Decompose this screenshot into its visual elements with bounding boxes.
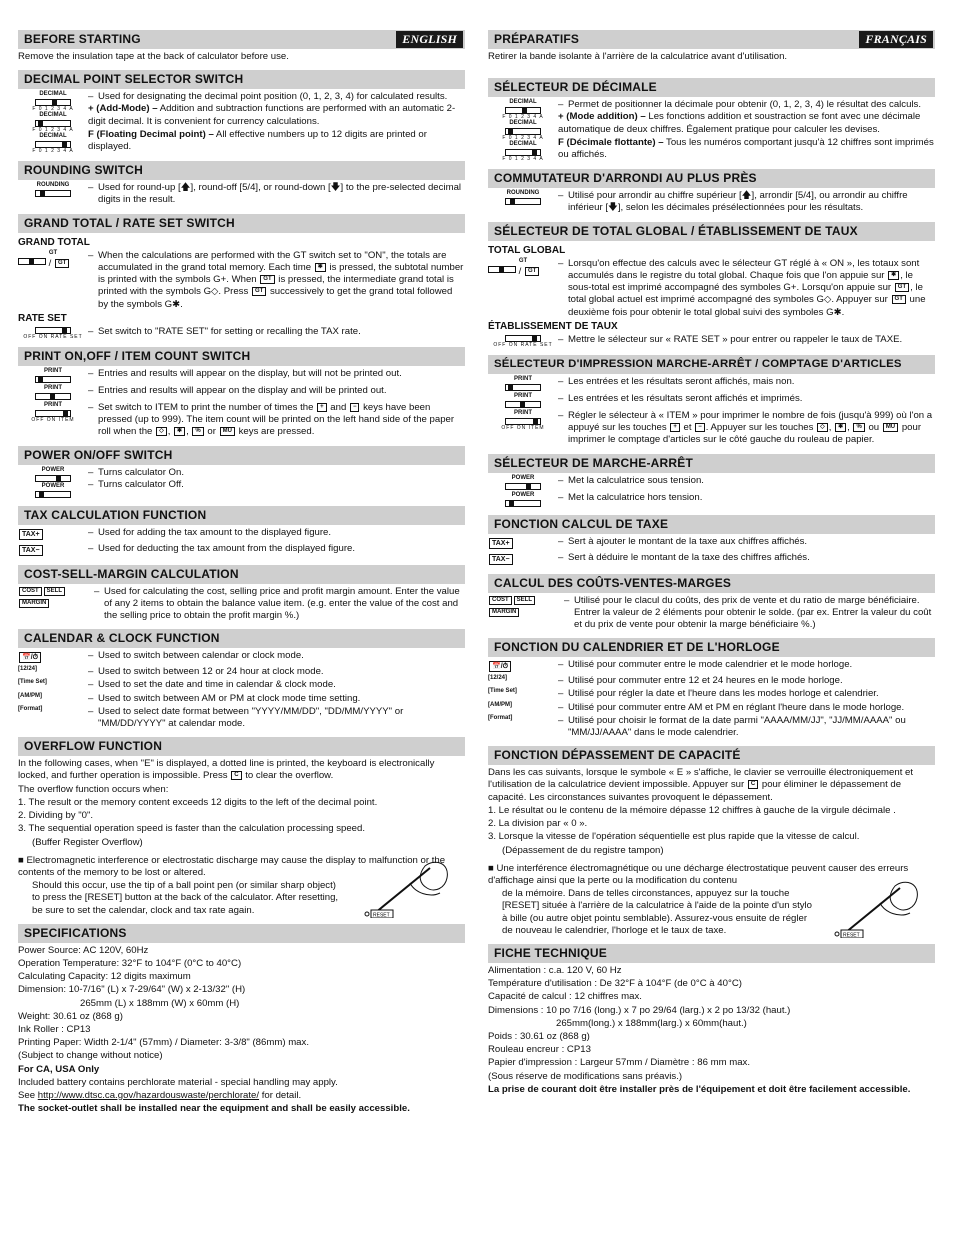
format-key-icon: [Format] [488, 714, 513, 721]
calendar-clock-key-icon: 📅/⏱ [489, 661, 511, 672]
12-24-key-icon: [12/24] [18, 666, 38, 673]
marche-arret-body: POWER – Met la calculatrice sous tension. POWER – Met la calculatrice hors tension. [488, 473, 935, 515]
tax-minus-key-icon: TAX− [489, 554, 513, 565]
clear-key-icon: C [231, 771, 241, 780]
french-column [488, 30, 935, 1103]
round-up-icon: 🡅 [180, 182, 191, 194]
language-tag-english: ENGLISH [396, 31, 463, 48]
multiply-key-icon: ✱ [174, 427, 185, 436]
minus-key-icon: − [350, 403, 360, 412]
cost-key-icon: COST [19, 587, 42, 596]
print-body: PRINT – Entries and results will appear on the display, but will not be printed out. PRINT – Entries and results will appear on the display and will be printed out. PRINT OFF ON ITEM – Set switch to ITEM to print the number of times the + and − keys have been pressed (up to 999). The item count will be printed on the left hand side of the paper roll when the ◇ , ✱ , % or MU keys are pressed. [18, 366, 465, 446]
tax-plus-key-icon: TAX+ [19, 529, 43, 540]
section-header-selecteur-decimale: SÉLECTEUR DE DÉCIMALE [488, 78, 935, 97]
print-switch-icon-item: PRINT OFF ON ITEM [501, 410, 545, 432]
hand-pen-reset-icon [825, 878, 925, 938]
total-global-body: TOTAL GLOBAL GT / GT – Lorsqu'on effectue des calculs avec le sélecteur GT réglé à « ON », les totaux sont accumulés dans le registre du total global. Chaque fois que l'on appuie sur ✱ , le sous-total est imprimé accompagné des symboles G+. Lorsqu'on appuie sur GT , le total global actuel est imprimé accompagné des symboles G◇. Appuyer sur GT une deuxième fois pour obtenir le total global suivi des symboles G✱. ÉTABLISSEMENT DE TAUX OFF ON RATE SET – Mettre le sélecteur sur « RATE SET » pour entrer ou rappeler le taux de TAXE. [488, 241, 935, 355]
section-header-overflow: OVERFLOW FUNCTION [18, 737, 465, 756]
power-switch-icon-off: POWER [488, 492, 558, 508]
round-down-icon: 🡇 [608, 202, 618, 214]
gt-key-icon: GT [892, 295, 906, 304]
multiply-key-icon: ✱ [835, 423, 846, 432]
print-switch-icon-off: PRINT [18, 368, 88, 384]
gt-switch-icon: GT / GT [18, 250, 88, 311]
section-header-fiche-technique: FICHE TECHNIQUE [488, 944, 935, 963]
print-switch-icon-on: PRINT [488, 393, 558, 409]
depassement-body: Dans les cas suivants, lorsque le symbole « E » s'affiche, le clavier se verrouille électroniquement et l'utilisation de la calculatrice devient impossible. Appuyer sur C pour éliminer le dépassement de capacité. Les circonstances suivantes provoquent le dépassement. 1. Le résultat ou le contenu de la mémoire dépasse 12 chiffres à gauche de la virgule décimale . 2. La division par « 0 ». 3. Lorsque la vitesse de l'opération séquentielle est plus rapide que la vitesse de calcul. (Dépassement de du registre tampon) ■ Une interférence électromagnétique ou une décharge électrostatique peuvent causer des erreurs d'affichage ainsi que la perte ou la modification du contenu de la mémoire. Dans de telles circonstances, appuyez sur la touche [RESET] située à l'arrière de la calculatrice à l'aide de la pointe d'un stylo à bille (ou autre objet pointu semblable). Assurez-vous ensuite de régler de nouveau le calendrier, l'horloge et le taux de taxe. RESET [488, 765, 935, 944]
preparatifs-body: Retirer la bande isolante à l'arrière de la calculatrice avant d'utilisation. [488, 51, 788, 62]
bullet-square-icon: ■ [488, 862, 494, 874]
cost-sell-margin-body: COST SELLMARGIN – Used for calculating the cost, selling price and profit margin amount. Enter the value of any 2 items to obtain the balance value item. (e.g. enter the value of the cost and the selling price to obtain the profit margin %.) [18, 584, 465, 630]
margin-key-icon: MARGIN [489, 608, 519, 617]
rate-set-switch-icon: OFF ON RATE SET [488, 334, 558, 348]
plus-key-icon: + [317, 403, 327, 412]
tax-plus-key-icon: TAX+ [489, 538, 513, 549]
section-header-calcul-taxe: FONCTION CALCUL DE TAXE [488, 515, 935, 534]
round-up-icon: 🡅 [741, 190, 752, 202]
print-switch-icon-on: PRINT [18, 385, 88, 401]
time-set-key-icon: [Time Set] [488, 688, 517, 695]
decimal-switch-icon: DECIMAL F 0 1 2 3 4 A DECIMAL F 0 1 2 3 4 A DECIMAL F 0 1 2 3 4 A [32, 91, 74, 155]
power-body: POWER POWER – Turns calculator On. – Turns calculator Off. [18, 465, 465, 506]
section-header-specifications: SPECIFICATIONS [18, 924, 465, 943]
round-down-icon: 🡇 [330, 182, 341, 194]
before-starting-body: Remove the insulation tape at the back of calculator before use. [18, 51, 289, 62]
section-header-cost-sell-margin: COST-SELL-MARGIN CALCULATION [18, 565, 465, 584]
decimal-add-mode-label: + (Add-Mode) – [88, 103, 158, 115]
tax-minus-key-icon: TAX− [19, 545, 43, 556]
section-header-couts-ventes-marges: CALCUL DES COÛTS-VENTES-MARGES [488, 574, 935, 593]
calendar-clock-key-icon: 📅/⏱ [19, 652, 41, 663]
english-column [18, 30, 465, 1122]
section-header-total-global: SÉLECTEUR DE TOTAL GLOBAL / ÉTABLISSEMENT DE TAUX [488, 222, 935, 241]
rate-set-switch-icon: OFF ON RATE SET [18, 326, 88, 340]
specifications-body: Power Source: AC 120V, 60Hz Operation Temperature: 32°F to 104°F (0°C to 40°C) Calculating Capacity: 12 digits maximum Dimension: 10-7/16" (L) x 7-29/64" (W) x 2-13/32" (H) 265mm (L) x 188mm (W) x 60mm (H) Weight: 30.61 oz (868 g) Ink Roller : CP13 Printing Paper: Width 2-1/4" (57mm) / Diameter: 3-3/8" (86mm) max. (Subject to change without notice) For CA, USA Only Included battery contains perchlorate material - special handling may apply. See http://www.dtsc.ca.gov/hazardouswaste/perchlorate/ for detail. The socket-outlet shall be installed near the equipment and shall be easily accessible. [18, 944, 410, 1115]
gt-key-icon: GT [252, 287, 266, 296]
tax-body: TAX+ – Used for adding the tax amount to the displayed figure. TAX− – Used for deducting the tax amount from the displayed figure. [18, 525, 465, 565]
impression-body: PRINT – Les entrées et les résultats seront affichés, mais non. PRINT – Les entrées et les résultats seront affichés et imprimés. PRINT OFF ON ITEM – Régler le sélecteur à « ITEM » pour imprimer le nombre de fois (jusqu'à 999) où l'on a appuyé sur les touches + et − . Appuyer sur les touches ◇ , ✱ , % ou MU pour imprimer le comptage d'articles sur le côté gauche du rouleau de papier. [488, 374, 935, 454]
decimal-line-1: Used for designating the decimal point position (0, 1, 2, 3, 4) for calculated results. [98, 91, 448, 103]
cost-key-icon: COST [489, 596, 512, 605]
minus-key-icon: − [695, 423, 705, 432]
multiply-key-icon: ✱ [888, 271, 899, 280]
language-tag-french: FRANÇAIS [859, 31, 933, 48]
grand-total-body: GRAND TOTAL GT / GT – When the calculations are performed with the GT switch set to "ON", the totals are accumulated in the grand total memory. Each time ✱ is pressed, the subtotal number is printed with the symbols G+. When GT is pressed, the intermediate grand total is printed with the symbols G◇. Press GT successively to get the grand total followed by the symbols G✱. RATE SET OFF ON RATE SET – Set switch to "RATE SET" for setting or recalling the TAX rate. [18, 236, 464, 341]
reset-button-label: RESET [373, 912, 390, 918]
selecteur-decimale-body: DECIMAL F 0 1 2 3 4 A DECIMAL F 0 1 2 3 4 A DECIMAL F 0 1 2 3 4 A – Permet de positionner la décimale pour obtenir (0, 1, 2, 3, 4) le résultat des calculs. + (Mode addition) – Les fonctions addition et soustraction se font avec une décimale automatique de deux chiffres. Également pratique pour calculer les devises. F (Décimale flottante) – Tous les numéros comportant jusqu'à 12 chiffres sont imprimés ou affichés. [488, 97, 935, 169]
clear-key-icon: C [748, 780, 758, 789]
section-header-grand-total: GRAND TOTAL / RATE SET SWITCH [18, 214, 465, 233]
rounding-switch-icon: ROUNDING [18, 182, 88, 206]
diamond-key-icon: ◇ [156, 427, 167, 436]
gt-key-icon: GT [55, 259, 69, 268]
percent-key-icon: % [192, 427, 203, 436]
perchlorate-link[interactable]: http://www.dtsc.ca.gov/hazardouswaste/perchlorate/ [37, 1089, 260, 1101]
am-pm-key-icon: [AM/PM] [18, 692, 42, 699]
print-switch-icon-off: PRINT [488, 376, 558, 392]
section-header-print: PRINT ON,OFF / ITEM COUNT SWITCH [18, 347, 465, 366]
print-switch-icon-item: PRINT OFF ON ITEM [31, 402, 75, 424]
gt-key-icon: GT [895, 283, 909, 292]
sell-key-icon: SELL [514, 596, 535, 605]
power-switch-icon-on: POWER [488, 475, 558, 491]
diamond-key-icon: ◇ [817, 423, 828, 432]
calcul-taxe-body: TAX+ – Sert à ajouter le montant de la taxe aux chiffres affichés. TAX− – Sert à déduire le montant de la taxe des chiffres affichés. [488, 534, 935, 574]
multiply-key-icon: ✱ [315, 263, 326, 272]
calendar-body: 📅/⏱ – Used to switch between calendar or clock mode. [12/24] – Used to switch between 12 or 24 hour at clock mode. [Time Set] – Used to set the date and time in calendar & clock mode. [AM/PM] – Used to switch between AM or PM at clock mode time setting. [Format] – Used to select date format between "YYYY/MM/DD", "DD/MM/YYYY" or "MM/DD/YYYY" at calendar mode. [18, 650, 404, 730]
etablissement-taux-subheading: ÉTABLISSEMENT DE TAUX [488, 320, 618, 332]
section-header-decimal: DECIMAL POINT SELECTOR SWITCH [18, 70, 465, 89]
rounding-switch-icon: ROUNDING [488, 190, 558, 214]
plus-key-icon: + [670, 423, 680, 432]
12-24-key-icon: [12/24] [488, 675, 508, 682]
overflow-body: In the following cases, when "E" is displayed, a dotted line is printed, the keyboard is electronically locked, and further operation is impossible. Press C to clear the overflow. The overflow function occurs when: 1. The result or the memory content exceeds 12 digits to the left of the decimal point. 2. Dividing by "0". 3. The sequential operation speed is faster than the calculation processing speed. (Buffer Register Overflow) ■ Electromagnetic interference or electrostatic discharge may cause the display to malfunction or the contents of the memory to be lost or altered. Should this occur, use the tip of a ball point pen (or similar sharp object) to press the [RESET] button at the back of the calculator. After resetting, be sure to set the calendar, clock and tax rate again. RESET [18, 756, 465, 923]
gt-key-icon: GT [260, 275, 274, 284]
time-set-key-icon: [Time Set] [18, 679, 47, 686]
percent-key-icon: % [853, 423, 864, 432]
calendrier-body: 📅/⏱ – Utilisé pour commuter entre le mode calendrier et le mode horloge. [12/24] – Utilisé pour commuter entre 12 et 24 heures en le mode horloge. [Time Set] – Utilisé pour régler la date et l'heure dans les modes horloge et calendrier. [AM/PM] – Utilisé pour commuter entre AM et PM en réglant l'heure dans le mode horloge. [Format] – Utilisé pour choisir le format de la date parmi "AAAA/MM/JJ", "JJ/MM/AAAA" ou "MM/JJ/AAAA" dans le mode calendrier. [488, 659, 906, 739]
gt-switch-icon: GT / GT [488, 258, 558, 319]
fiche-technique-body: Alimentation : c.a. 120 V, 60 Hz Température d'utilisation : De 32°F à 104°F (de 0°C à 40°C) Capacité de calcul : 12 chiffres max. Dimensions : 10 po 7/16 (long.) x 7 po 29/64 (larg.) x 2 po 13/32 (haut.) 265mm(long.) x 188mm(larg.) x 60mm(haut.) Poids : 30.61 oz (868 g) Rouleau encreur : CP13 Papier d'impression : Largeur 57mm / Diamètre : 86 mm max. (Sous réserve de modifications sans préavis.) La prise de courant doit être installer près de l'équipement et doit être facilement accessible. [488, 964, 911, 1095]
section-header-tax: TAX CALCULATION FUNCTION [18, 506, 465, 525]
section-header-power: POWER ON/OFF SWITCH [18, 446, 465, 465]
section-header-preparatifs: PRÉPARATIFS FRANÇAIS [488, 30, 935, 49]
section-header-arrondi: COMMUTATEUR D'ARRONDI AU PLUS PRÈS [488, 169, 935, 188]
section-header-calendar: CALENDAR & CLOCK FUNCTION [18, 629, 465, 648]
grand-total-subheading: GRAND TOTAL [18, 236, 90, 248]
hand-pen-reset-icon [355, 858, 455, 918]
section-header-marche-arret: SÉLECTEUR DE MARCHE-ARRÊT [488, 454, 935, 473]
section-header-before-starting: BEFORE STARTING ENGLISH [18, 30, 465, 49]
total-global-subheading: TOTAL GLOBAL [488, 244, 566, 256]
arrondi-body: ROUNDING – Utilisé pour arrondir au chiffre supérieur [🡅], arrondir [5/4], ou arrondir au chiffre inférieur [🡇], selon les décimales présélectionnées pour les résultats. [488, 188, 935, 221]
section-header-calendrier: FONCTION DU CALENDRIER ET DE L'HORLOGE [488, 638, 935, 657]
mu-key-icon: MU [220, 427, 235, 436]
mu-key-icon: MU [883, 423, 898, 432]
section-header-depassement: FONCTION DÉPASSEMENT DE CAPACITÉ [488, 746, 935, 765]
rounding-body: ROUNDING – Used for round-up [🡅], round-off [5/4], or round-down [🡇] to the pre-selected decimal digits in the result. [18, 180, 465, 213]
rate-set-subheading: RATE SET [18, 312, 67, 324]
section-header-impression: SÉLECTEUR D'IMPRESSION MARCHE-ARRÊT / COMPTAGE D'ARTICLES [488, 355, 935, 374]
margin-key-icon: MARGIN [19, 599, 49, 608]
couts-ventes-marges-body: COST SELLMARGIN – Utilisé pour le clacul du coûts, des prix de vente et du ratio de marge bénéficiaire. Entrer la valeur de 2 éléments pour obtenir le solde. (par ex. Entrer la valeur du coût et du prix de vente pour obtenir la marge bénéficiaire %.) [488, 593, 935, 639]
section-header-rounding: ROUNDING SWITCH [18, 161, 465, 180]
decimal-switch-icon: DECIMAL F 0 1 2 3 4 A DECIMAL F 0 1 2 3 4 A DECIMAL F 0 1 2 3 4 A [502, 99, 544, 163]
format-key-icon: [Format] [18, 705, 43, 712]
bullet-square-icon: ■ [18, 854, 24, 866]
sell-key-icon: SELL [44, 587, 65, 596]
am-pm-key-icon: [AM/PM] [488, 701, 512, 708]
decimal-body: DECIMAL F 0 1 2 3 4 A DECIMAL F 0 1 2 3 4 A DECIMAL F 0 1 2 3 4 A – Used for designating the decimal point position (0, 1, 2, 3, 4) for calculated results. + (Add-Mode) – Addition and subtraction functions are performed with an automatic 2-digit decimal. It is convenient for currency calculations. F (Floating Decimal point) – All effective numbers up to 12 digits are printed or displayed. [18, 89, 465, 161]
decimal-floating-label: F (Floating Decimal point) – [88, 128, 214, 140]
power-switch-icon: POWER POWER [18, 467, 88, 499]
reset-button-label: RESET [843, 932, 860, 938]
